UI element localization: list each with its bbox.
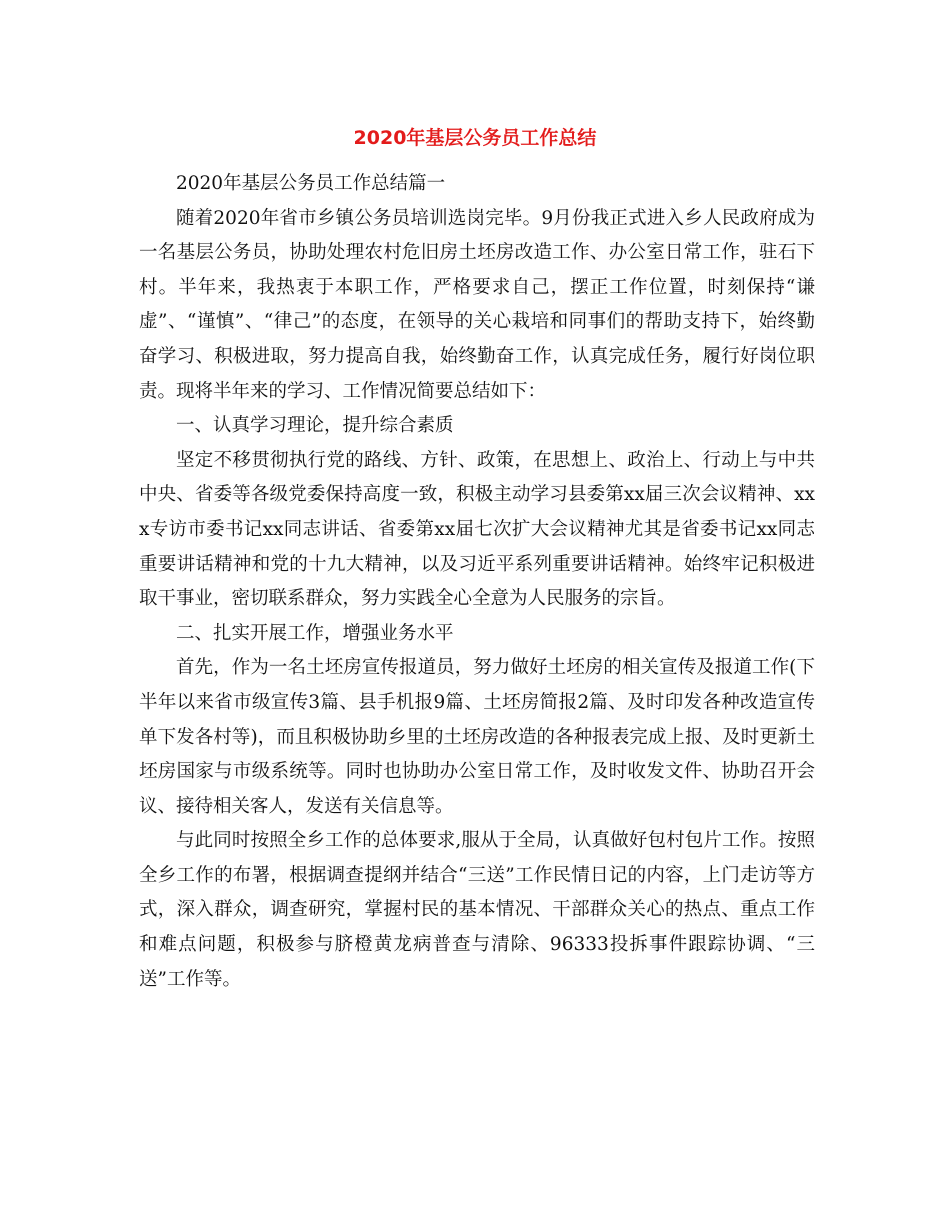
section-heading: 2020年基层公务员工作总结篇一 [176,173,446,194]
section-heading: 二、扎实开展工作，增强业务水平 [176,622,454,644]
body-paragraph: 随着2020年省市乡镇公务员培训选岗完毕。9月份我正式进入乡人民政府成为一名基层公务员，协助处理农村危旧房土坯房改造工作、办公室日常工作，驻石下村。半年来，我热衷于本职工作，严格要求自己，摆正工作位置，时刻保持“谦虚”、“谨慎”、“律己”的态度，在领导的关心栽培和同事们的帮助支持下，始终勤奋学习、积极进取，努力提高自我，始终勤奋工作，认真完成任务，履行好岗位职责。现将半年来的学习、工作情况简要总结如下： [139,207,815,402]
document-title: 2020年基层公务员工作总结 [353,127,597,149]
section-heading: 一、认真学习理论，提升综合素质 [176,415,454,437]
body-paragraph: 与此同时按照全乡工作的总体要求,服从于全局，认真做好包村包片工作。按照全乡工作的布署，根据调查提纲并结合“三送”工作民情日记的内容，上门走访等方式，深入群众，调查研究，掌握村民的基本情况、干部群众关心的热点、重点工作和难点问题，积极参与脐橙黄龙病普查与清除、96333投拆事件跟踪协调、“三送”工作等。 [139,830,815,990]
body-paragraph: 首先，作为一名土坯房宣传报道员，努力做好土坯房的相关宣传及报道工作(下半年以来省市级宣传3篇、县手机报9篇、土坯房简报2篇、及时印发各种改造宣传单下发各村等)，而且积极协助乡里的土坯房改造的各种报表完成上报、及时更新土坯房国家与市级系统等。同时也协助办公室日常工作，及时收发文件、协助召开会议、接待相关客人，发送有关信息等。 [139,657,815,817]
document-body [139,167,815,997]
body-paragraph: 坚定不移贯彻执行党的路线、方针、政策，在思想上、政治上、行动上与中共中央、省委等各级党委保持高度一致，积极主动学习县委第xx届三次会议精神、xxx专访市委书记xx同志讲话、省委第xx届七次扩大会议精神尤其是省委书记xx同志重要讲话精神和党的十九大精神，以及习近平系列重要讲话精神。始终牢记积极进取干事业，密切联系群众，努力实践全心全意为人民服务的宗旨。 [139,449,815,610]
